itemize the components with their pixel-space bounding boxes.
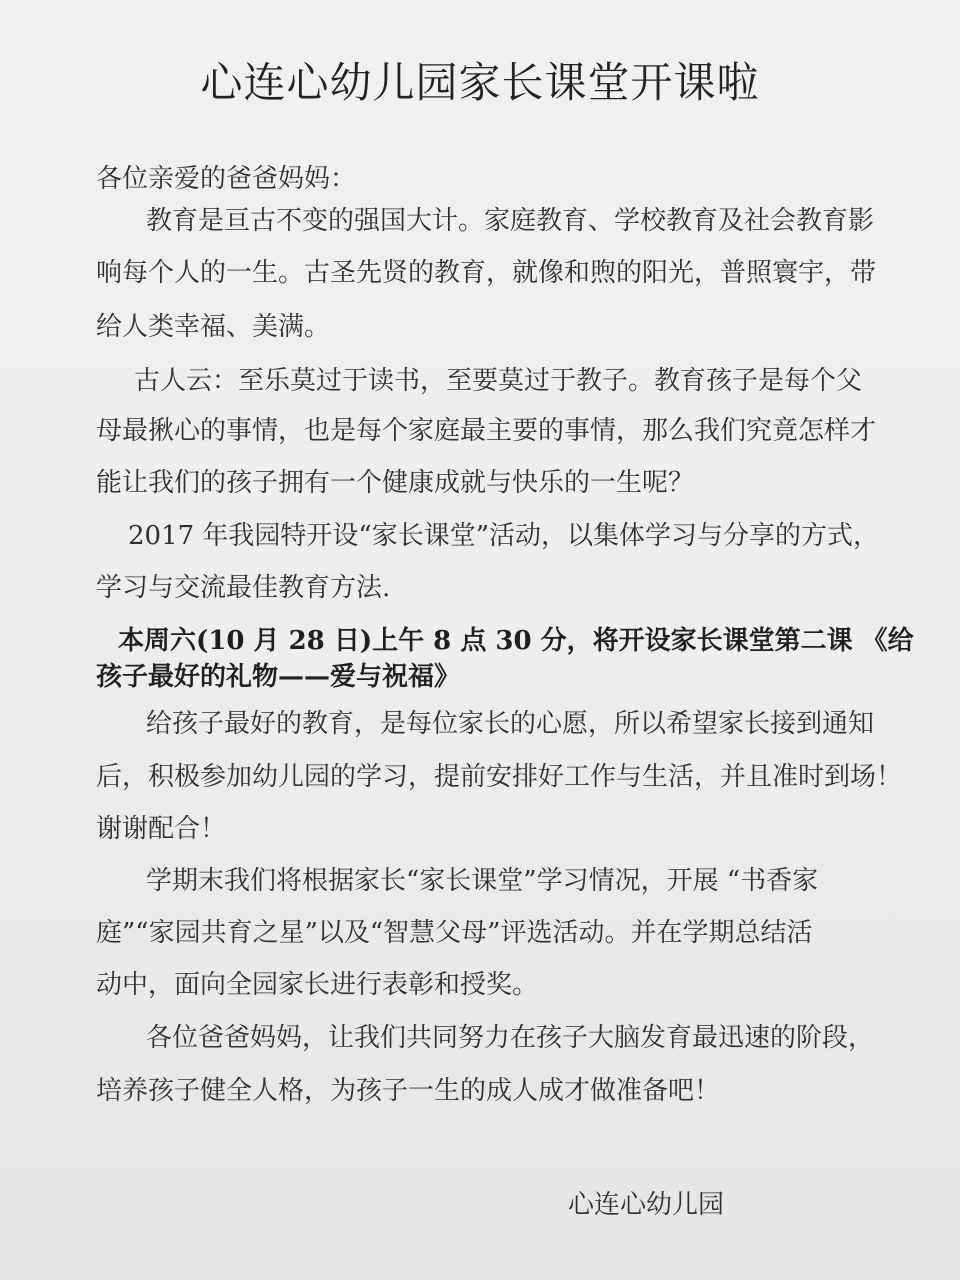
paragraph-7-line-2: 培养孩子健全人格，为孩子一生的成人成才做准备吧！: [96, 1076, 721, 1106]
page-title: 心连心幼儿园家长课堂开课啦: [200, 58, 760, 107]
paragraph-1-line-2: 响每个人的一生。古圣先贤的教育，就像和煦的阳光，普照寰宇，带: [96, 258, 877, 288]
paragraph-3-line-2: 学习与交流最佳教育方法.: [96, 573, 391, 603]
greeting: 各位亲爱的爸爸妈妈：: [96, 164, 357, 194]
paragraph-2-line-1: 古人云：至乐莫过于读书，至要莫过于教子。教育孩子是每个父: [134, 366, 863, 396]
paragraph-2-line-2: 母最揪心的事情，也是每个家庭最主要的事情，那么我们究竟怎样才: [96, 416, 877, 446]
paragraph-1-line-3: 给人类幸福、美满。: [96, 312, 331, 342]
paragraph-3-line-1: 2017 年我园特开设“家长课堂”活动，以集体学习与分享的方式，: [128, 521, 880, 551]
paragraph-5-line-3: 谢谢配合！: [96, 814, 227, 844]
paragraph-7-line-1: 各位爸爸妈妈，让我们共同努力在孩子大脑发育最迅速的阶段，: [146, 1023, 875, 1053]
paragraph-6-line-2: 庭”“家园共育之星”以及“智慧父母”评选活动。并在学期总结活: [96, 918, 813, 948]
paragraph-6-line-3: 动中，面向全园家长进行表彰和授奖。: [96, 970, 539, 1000]
paragraph-5-line-2: 后，积极参加幼儿园的学习，提前安排好工作与生活，并且准时到场！: [96, 762, 903, 792]
paragraph-1-line-1: 教育是亘古不变的强国大计。家庭教育、学校教育及社会教育影: [146, 206, 875, 236]
announcement-line-1: 本周六(10 月 28 日)上午 8 点 30 分，将开设家长课堂第二课 《给: [118, 626, 914, 656]
signature: 心连心幼儿园: [568, 1190, 725, 1220]
paragraph-5-line-1: 给孩子最好的教育，是每位家长的心愿，所以希望家长接到通知: [146, 709, 875, 739]
paragraph-2-line-3: 能让我们的孩子拥有一个健康成就与快乐的一生呢？: [96, 468, 695, 498]
paragraph-6-line-1: 学期末我们将根据家长“家长课堂”学习情况，开展 “书香家: [146, 866, 819, 896]
announcement-line-2: 孩子最好的礼物——爱与祝福》: [96, 662, 461, 692]
